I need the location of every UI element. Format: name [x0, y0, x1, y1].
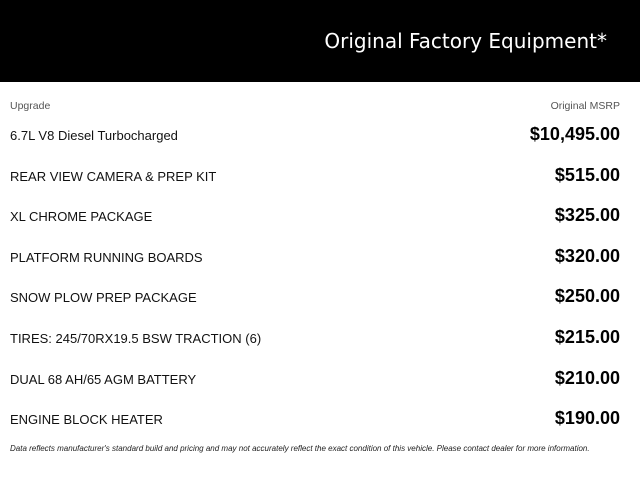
list-item [0, 281, 640, 322]
item-name: REAR VIEW CAMERA & PREP KIT [10, 168, 217, 184]
item-price: $320.00 [554, 245, 620, 266]
item-price: $515.00 [554, 164, 620, 185]
page-title: Original Factory Equipment* [324, 29, 607, 53]
item-name: TIRES: 245/70RX19.5 BSW TRACTION (6) [10, 330, 262, 346]
list-item [0, 363, 640, 404]
list-item [0, 119, 640, 160]
item-price: $250.00 [554, 286, 620, 307]
item-name: 6.7L V8 Diesel Turbocharged [10, 128, 178, 143]
item-price: $325.00 [554, 205, 620, 226]
header-banner [0, 0, 640, 82]
list-item [0, 160, 640, 201]
item-name: PLATFORM RUNNING BOARDS [10, 249, 203, 265]
list-item [0, 322, 640, 363]
list-item [0, 403, 640, 444]
item-name: ENGINE BLOCK HEATER [10, 412, 163, 428]
list-item [0, 200, 640, 241]
item-price: $210.00 [554, 367, 620, 388]
item-name: DUAL 68 AH/65 AGM BATTERY [10, 371, 197, 387]
disclaimer-text: Data reflects manufacturer's standard build and pricing and may not accurately reflect the exact condition of this vehicle. Please contact dealer for more information. [10, 444, 590, 453]
item-price: $190.00 [554, 408, 620, 429]
upgrade-column-header: Upgrade [10, 100, 51, 112]
list-item [0, 241, 640, 282]
item-name: XL CHROME PACKAGE [10, 209, 153, 225]
equipment-list [0, 119, 640, 444]
item-name: SNOW PLOW PREP PACKAGE [10, 290, 197, 306]
item-price: $10,495.00 [529, 124, 620, 144]
item-price: $215.00 [554, 326, 620, 347]
msrp-column-header: Original MSRP [550, 100, 620, 112]
